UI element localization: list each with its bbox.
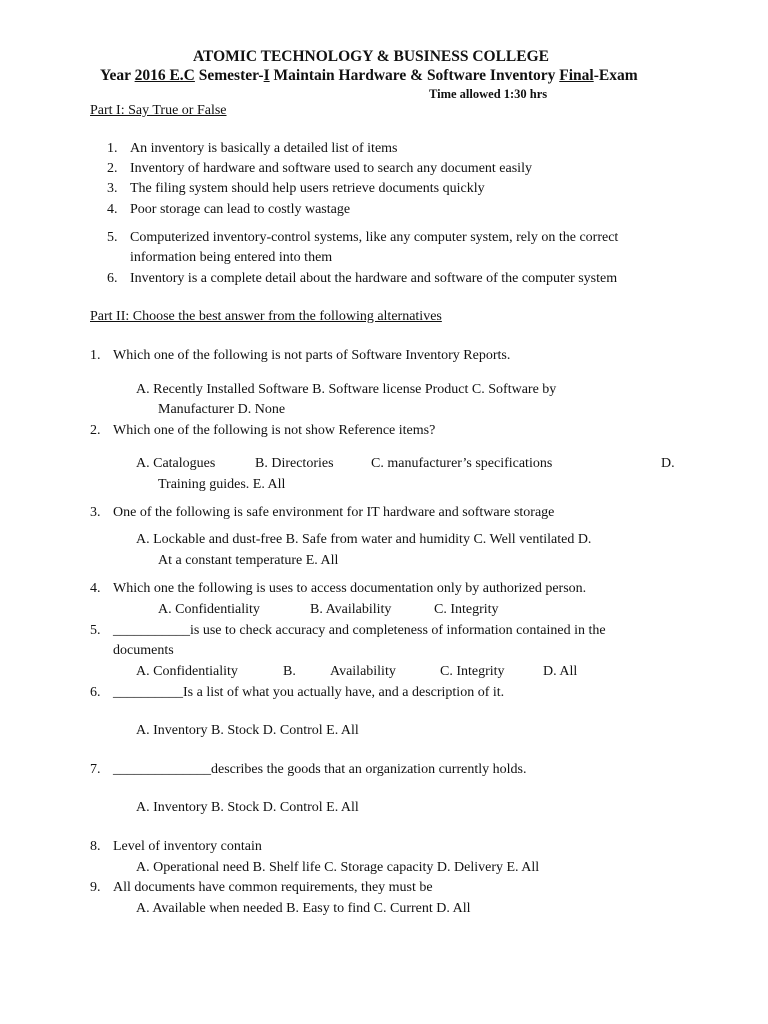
q5-option-a: A. Confidentiality — [136, 664, 238, 679]
q6-options: A. Inventory B. Stock D. Control E. All — [136, 723, 359, 738]
q9-num: 9. — [90, 880, 101, 895]
q5-option-c: C. Integrity — [440, 664, 505, 679]
q7-options: A. Inventory B. Stock D. Control E. All — [136, 800, 359, 815]
part1-item-text: An inventory is basically a detailed list of items — [130, 141, 398, 156]
q5-option-d: D. All — [543, 664, 578, 679]
q1-options-cont: Manufacturer D. None — [158, 402, 286, 417]
q9-text: All documents have common requirements, they must be — [113, 880, 433, 895]
q4-option-a: A. Confidentiality — [158, 602, 260, 617]
part1-item-num: 6. — [107, 271, 118, 286]
q1-options: A. Recently Installed Software B. Software license Product C. Software by — [136, 382, 557, 397]
q8-options: A. Operational need B. Shelf life C. Storage capacity D. Delivery E. All — [136, 860, 540, 875]
q2-option-a: A. Catalogues — [136, 456, 216, 471]
q3-num: 3. — [90, 505, 101, 520]
q5-text-cont: documents — [113, 643, 174, 658]
part1-item-num: 3. — [107, 181, 118, 196]
college-name: ATOMIC TECHNOLOGY & BUSINESS COLLEGE — [193, 48, 550, 65]
q6-num: 6. — [90, 685, 101, 700]
q8-num: 8. — [90, 839, 101, 854]
exam-subtitle — [100, 67, 638, 84]
q2-option-c: C. manufacturer’s specifications — [371, 456, 553, 471]
q4-option-c: C. Integrity — [434, 602, 499, 617]
part1-item-num: 5. — [107, 230, 118, 245]
part1-item-text: Computerized inventory-control systems, like any computer system, rely on the correct — [130, 230, 619, 245]
q3-options: A. Lockable and dust-free B. Safe from water and humidity C. Well ventilated D. — [136, 532, 592, 547]
q2-options-cont: Training guides. E. All — [158, 477, 286, 492]
q5-option-b: B. — [283, 664, 296, 679]
q3-options-cont: At a constant temperature E. All — [158, 553, 339, 568]
q1-text: Which one of the following is not parts of Software Inventory Reports. — [113, 348, 511, 363]
q2-option-b: B. Directories — [255, 456, 334, 471]
q2-num: 2. — [90, 423, 101, 438]
q5-num: 5. — [90, 623, 101, 638]
q8-text: Level of inventory contain — [113, 839, 262, 854]
q7-text: ______________describes the goods that an organization currently holds. — [113, 762, 527, 777]
semester-value: I — [263, 67, 270, 84]
part1-item-num: 1. — [107, 141, 118, 156]
q5-text: ___________is use to check accuracy and completeness of information contained in the — [113, 623, 606, 638]
q4-text: Which one the following is uses to access documentation only by authorized person. — [113, 581, 587, 596]
year-value: 2016 E.C — [134, 67, 195, 84]
q2-text: Which one of the following is not show Reference items? — [113, 423, 436, 438]
time-allowed: Time allowed 1:30 hrs — [429, 87, 548, 101]
q9-options: A. Available when needed B. Easy to find C. Current D. All — [136, 901, 471, 916]
q3-text: One of the following is safe environment for IT hardware and software storage — [113, 505, 555, 520]
part1-item-num: 2. — [107, 161, 118, 176]
year-prefix: Year — [100, 67, 135, 84]
q6-text: __________Is a list of what you actually have, and a description of it. — [113, 685, 505, 700]
part2-title: Part II: Choose the best answer from the following alternatives — [90, 309, 442, 324]
part1-item-text: The filing system should help users retrieve documents quickly — [130, 181, 485, 196]
part1-item-text: Inventory is a complete detail about the hardware and software of the computer system — [130, 271, 618, 286]
q5-option-b-text: Availability — [330, 664, 396, 679]
q4-num: 4. — [90, 581, 101, 596]
q4-option-b: B. Availability — [310, 602, 392, 617]
exam-suffix: -Exam — [593, 67, 638, 84]
q2-option-d: D. — [661, 456, 675, 471]
q7-num: 7. — [90, 762, 101, 777]
final-word: Final — [559, 67, 594, 84]
part1-item-num: 4. — [107, 202, 118, 217]
part1-title: Part I: Say True or False — [90, 103, 227, 118]
part1-item-text: Inventory of hardware and software used to search any document easily — [130, 161, 532, 176]
semester-label: Semester- — [194, 67, 264, 84]
q1-num: 1. — [90, 348, 101, 363]
part1-item-text-cont: information being entered into them — [130, 250, 333, 265]
part1-item-text: Poor storage can lead to costly wastage — [130, 202, 351, 217]
course-name: Maintain Hardware & Software Inventory — [269, 67, 560, 84]
